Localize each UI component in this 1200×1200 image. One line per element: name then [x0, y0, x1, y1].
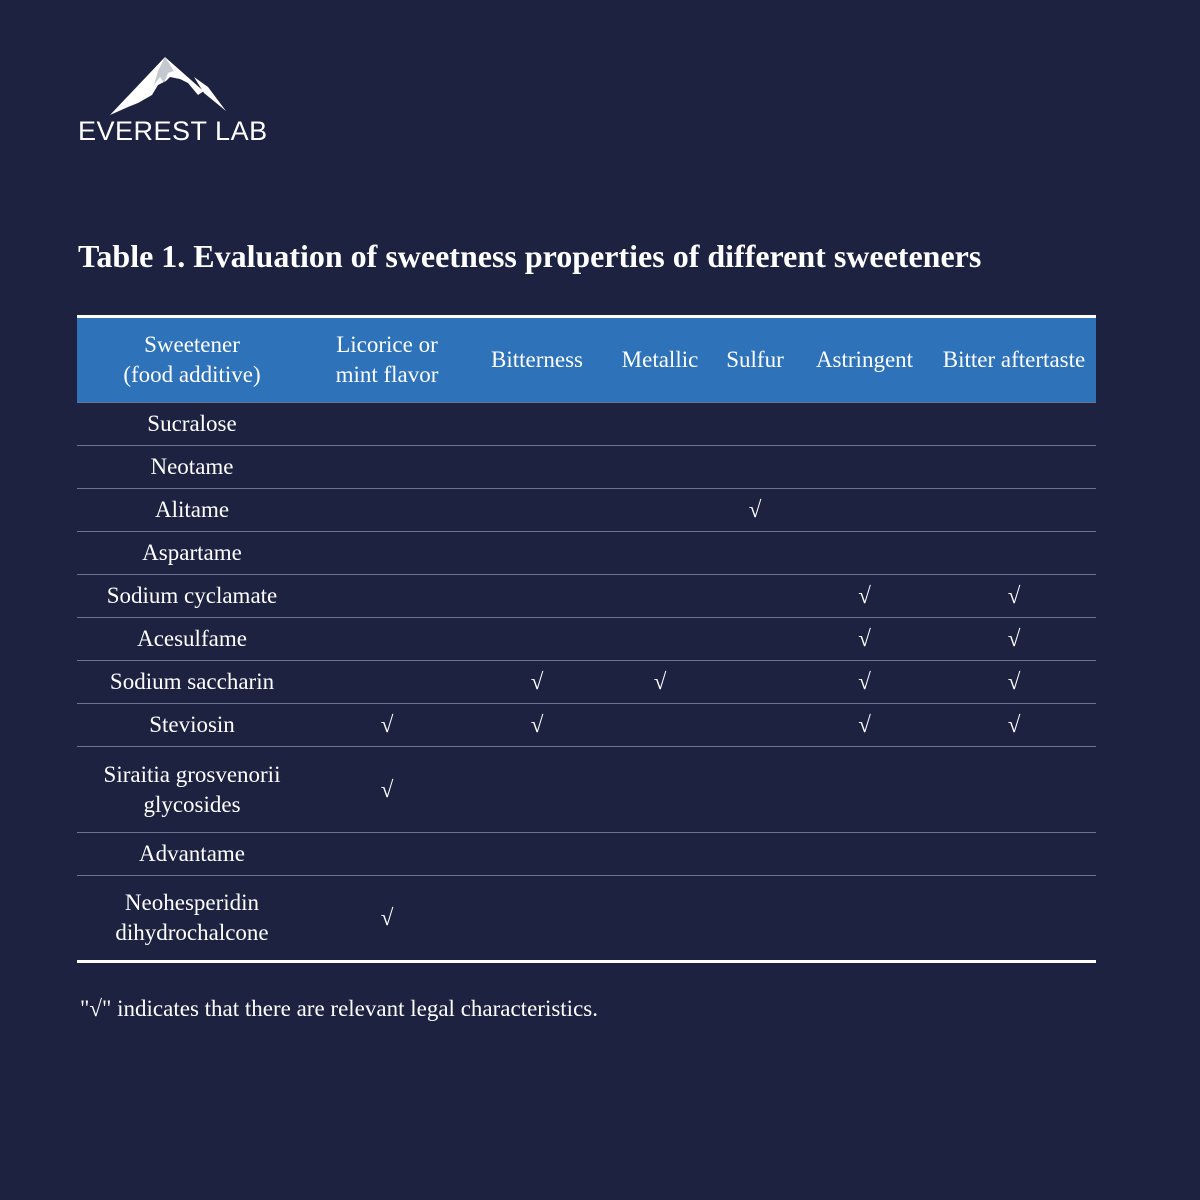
table-body [77, 403, 1096, 962]
check-mark-cell: √ [380, 905, 394, 930]
sweetener-name: Alitame [154, 497, 230, 522]
column-header-metallic: Metallic [621, 347, 699, 372]
empty-cell [932, 833, 1096, 876]
empty-cell [467, 446, 607, 489]
empty-cell [467, 618, 607, 661]
check-mark-cell: √ [748, 497, 762, 522]
empty-cell [307, 489, 467, 532]
table-row [77, 489, 1096, 532]
empty-cell [307, 532, 467, 575]
table-row [77, 575, 1096, 618]
empty-cell [713, 403, 797, 446]
check-mark-cell: √ [1007, 626, 1021, 651]
empty-cell [607, 747, 713, 833]
table-row [77, 833, 1096, 876]
table-row [77, 661, 1096, 704]
empty-cell [713, 747, 797, 833]
column-header-sweetener: Sweetener (food additive) [123, 332, 261, 387]
empty-cell [713, 618, 797, 661]
check-mark-cell: √ [1007, 712, 1021, 737]
column-header-astringent: Astringent [815, 347, 914, 372]
empty-cell [307, 618, 467, 661]
empty-cell [607, 403, 713, 446]
check-mark-cell: √ [858, 669, 871, 694]
empty-cell [797, 876, 932, 962]
empty-cell [607, 618, 713, 661]
sweetener-name: Advantame [138, 841, 245, 866]
sweetener-name: Acesulfame [137, 626, 247, 651]
empty-cell [932, 446, 1096, 489]
table-row [77, 704, 1096, 747]
empty-cell [307, 403, 467, 446]
empty-cell [607, 876, 713, 962]
empty-cell [467, 876, 607, 962]
table-row [77, 446, 1096, 489]
check-mark-cell: √ [858, 712, 871, 737]
check-mark-cell: √ [530, 669, 544, 694]
check-mark-cell: √ [858, 583, 871, 608]
check-mark-cell: √ [530, 712, 544, 737]
page-title: Table 1. Evaluation of sweetness properties of different sweeteners [78, 238, 982, 274]
footnote: "√" indicates that there are relevant legal characteristics. [80, 996, 598, 1021]
empty-cell [607, 532, 713, 575]
empty-cell [607, 833, 713, 876]
sweetener-name: Siraitia grosvenorii glycosides [103, 761, 281, 817]
brand-name: EVEREST LAB [78, 116, 268, 146]
empty-cell [607, 704, 713, 747]
sweetener-name: Steviosin [149, 712, 235, 737]
empty-cell [607, 489, 713, 532]
check-mark-cell: √ [653, 669, 667, 694]
empty-cell [797, 532, 932, 575]
table-header-row [77, 317, 1096, 403]
table-row [77, 532, 1096, 575]
check-mark-cell: √ [380, 776, 394, 802]
empty-cell [467, 833, 607, 876]
empty-cell [932, 747, 1096, 833]
empty-cell [467, 575, 607, 618]
sweetener-name: Neohesperidin dihydrochalcone [115, 890, 269, 945]
empty-cell [307, 575, 467, 618]
empty-cell [607, 575, 713, 618]
column-header-bitterness: Bitterness [491, 347, 583, 372]
table-row [77, 747, 1096, 833]
sweetener-table [77, 315, 1096, 963]
empty-cell [932, 489, 1096, 532]
empty-cell [932, 532, 1096, 575]
sweetener-name: Sodium saccharin [109, 669, 275, 694]
table-row [77, 403, 1096, 446]
empty-cell [797, 489, 932, 532]
empty-cell [713, 575, 797, 618]
empty-cell [797, 403, 932, 446]
empty-cell [607, 446, 713, 489]
empty-cell [307, 661, 467, 704]
empty-cell [797, 446, 932, 489]
empty-cell [713, 446, 797, 489]
empty-cell [713, 833, 797, 876]
empty-cell [932, 876, 1096, 962]
empty-cell [932, 403, 1096, 446]
empty-cell [307, 833, 467, 876]
empty-cell [713, 661, 797, 704]
empty-cell [713, 876, 797, 962]
empty-cell [713, 704, 797, 747]
empty-cell [307, 446, 467, 489]
table-row [77, 618, 1096, 661]
column-header-licorice-or-mint-flavor: Licorice or mint flavor [335, 332, 439, 387]
column-header-sulfur: Sulfur [726, 347, 784, 372]
sweetener-name: Sucralose [147, 411, 237, 436]
empty-cell [797, 833, 932, 876]
empty-cell [713, 532, 797, 575]
check-mark-cell: √ [1007, 669, 1021, 694]
check-mark-cell: √ [858, 626, 871, 651]
sweetener-name: Sodium cyclamate [106, 583, 278, 608]
empty-cell [467, 747, 607, 833]
empty-cell [467, 489, 607, 532]
table-row [77, 876, 1096, 962]
check-mark-cell: √ [1007, 583, 1021, 608]
empty-cell [467, 532, 607, 575]
sweetener-name: Aspartame [142, 540, 242, 565]
brand-logo [76, 55, 266, 150]
empty-cell [797, 747, 932, 833]
empty-cell [467, 403, 607, 446]
check-mark-cell: √ [380, 712, 394, 737]
mountain-icon [108, 55, 228, 117]
column-header-bitter-aftertaste: Bitter aftertaste [942, 347, 1086, 372]
sweetener-name: Neotame [150, 454, 234, 479]
